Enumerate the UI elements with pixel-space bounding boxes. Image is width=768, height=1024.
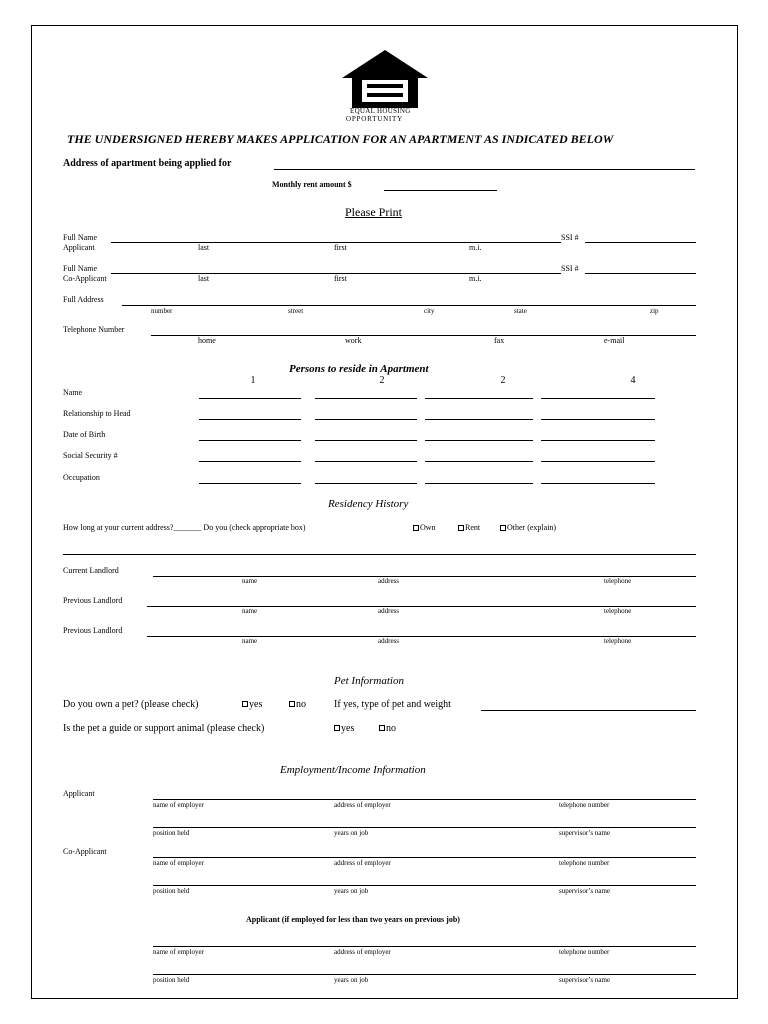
previous-landlord-label: Previous Landlord: [63, 626, 123, 635]
person-field[interactable]: [541, 461, 655, 462]
employment-sub-label: address of employer: [334, 948, 391, 956]
person-field[interactable]: [541, 419, 655, 420]
person-field[interactable]: [425, 398, 533, 399]
home-label: home: [198, 336, 216, 345]
employment-sub-label: supervisor’s name: [559, 976, 610, 984]
person-field[interactable]: [315, 440, 417, 441]
ssi-label: SSI #: [561, 264, 579, 273]
equal-housing-logo: [340, 48, 430, 126]
address-field[interactable]: [274, 169, 695, 170]
person-field[interactable]: [425, 461, 533, 462]
co-applicant-ssi-field[interactable]: [585, 273, 696, 274]
column-header: 2: [379, 375, 385, 386]
city-label: city: [424, 307, 435, 315]
row-label: Social Security #: [63, 451, 118, 460]
person-field[interactable]: [315, 419, 417, 420]
address-sub-label: address: [378, 607, 399, 615]
emp-applicant-label: Applicant: [63, 789, 95, 798]
person-field[interactable]: [425, 440, 533, 441]
full-address-field[interactable]: [122, 305, 696, 306]
employment-field[interactable]: [153, 827, 696, 828]
persons-heading: Persons to reside in Apartment: [289, 363, 429, 375]
telephone-label: telephone: [604, 607, 632, 615]
other-checkbox[interactable]: [500, 525, 506, 531]
person-field[interactable]: [541, 398, 655, 399]
telephone-label: telephone: [604, 577, 632, 585]
row-label: Name: [63, 388, 83, 397]
employment-sub-label: position held: [153, 976, 190, 984]
co-applicant-label: Co-Applicant: [63, 274, 107, 283]
yes-label: yes: [341, 723, 355, 734]
employment-field[interactable]: [153, 799, 696, 800]
person-field[interactable]: [315, 398, 417, 399]
form-heading: THE UNDERSIGNED HEREBY MAKES APPLICATION FOR AN APARTMENT AS INDICATED BELOW: [67, 132, 614, 146]
rent-label: Rent: [465, 523, 481, 532]
last-label: last: [198, 243, 210, 252]
residency-heading: Residency History: [328, 498, 409, 510]
own-checkbox[interactable]: [413, 525, 419, 531]
employment-heading: Employment/Income Information: [280, 764, 426, 776]
employment-field[interactable]: [153, 857, 696, 858]
emp-co-applicant-label: Co-Applicant: [63, 847, 107, 856]
first-label: first: [334, 274, 347, 283]
guide-yes-checkbox[interactable]: [334, 725, 340, 731]
full-name-label: Full Name: [63, 264, 97, 273]
own-label: Own: [420, 523, 436, 532]
person-field[interactable]: [541, 440, 655, 441]
person-field[interactable]: [199, 461, 301, 462]
please-print-heading: Please Print: [345, 205, 402, 219]
person-field[interactable]: [425, 483, 533, 484]
previous-job-heading: Applicant (if employed for less than two years on previous job): [246, 915, 460, 924]
row-label: Date of Birth: [63, 430, 106, 439]
residency-question: How long at your current address?_______ Do you (check appropriate box): [63, 523, 306, 532]
telephone-number-label: Telephone Number: [63, 325, 125, 334]
logo-text-line1: EQUAL HOUSING: [350, 107, 411, 115]
full-address-label: Full Address: [63, 295, 104, 304]
mi-label: m.i.: [469, 274, 482, 283]
column-header: 1: [250, 375, 256, 386]
work-label: work: [345, 336, 362, 345]
no-label: no: [296, 699, 306, 710]
person-field[interactable]: [315, 483, 417, 484]
employment-sub-label: position held: [153, 829, 190, 837]
employment-sub-label: supervisor’s name: [559, 829, 610, 837]
pet-question-1: Do you own a pet? (please check): [63, 699, 199, 710]
person-field[interactable]: [315, 461, 417, 462]
pet-type-label: If yes, type of pet and weight: [334, 699, 451, 710]
name-label: name: [242, 577, 258, 585]
application-form: [31, 25, 738, 999]
employment-sub-label: address of employer: [334, 859, 391, 867]
previous-landlord-label: Previous Landlord: [63, 596, 123, 605]
applicant-label: Applicant: [63, 243, 95, 252]
zip-label: zip: [650, 307, 659, 315]
employment-sub-label: telephone number: [559, 859, 610, 867]
name-label: name: [242, 607, 258, 615]
address-sub-label: address: [378, 577, 399, 585]
pet-type-field[interactable]: [481, 710, 696, 711]
logo-text-line2: OPPORTUNITY: [346, 115, 403, 123]
person-field[interactable]: [199, 398, 301, 399]
applicant-ssi-field[interactable]: [585, 242, 696, 243]
employment-field[interactable]: [153, 974, 696, 975]
employment-sub-label: years on job: [334, 976, 369, 984]
row-label: Occupation: [63, 473, 100, 482]
employment-sub-label: name of employer: [153, 859, 204, 867]
employment-sub-label: years on job: [334, 887, 369, 895]
column-header: 4: [630, 375, 636, 386]
employment-sub-label: position held: [153, 887, 190, 895]
yes-label: yes: [249, 699, 263, 710]
pet-yes-checkbox[interactable]: [242, 701, 248, 707]
ssi-label: SSI #: [561, 233, 579, 242]
person-field[interactable]: [199, 483, 301, 484]
house-icon: [340, 48, 430, 110]
other-label: Other (explain): [507, 523, 557, 532]
row-label: Relationship to Head: [63, 409, 131, 418]
employment-field[interactable]: [153, 885, 696, 886]
employment-sub-label: supervisor’s name: [559, 887, 610, 895]
address-sub-label: address: [378, 637, 399, 645]
employment-sub-label: telephone number: [559, 948, 610, 956]
address-label: Address of apartment being applied for: [63, 158, 232, 169]
state-label: state: [514, 307, 527, 315]
guide-no-checkbox[interactable]: [379, 725, 385, 731]
person-field[interactable]: [425, 419, 533, 420]
employment-sub-label: telephone number: [559, 801, 610, 809]
pet-no-checkbox[interactable]: [289, 701, 295, 707]
column-header: 2: [500, 375, 506, 386]
person-field[interactable]: [541, 483, 655, 484]
first-label: first: [334, 243, 347, 252]
no-label: no: [386, 723, 396, 734]
person-field[interactable]: [199, 440, 301, 441]
mi-label: m.i.: [469, 243, 482, 252]
number-label: number: [151, 307, 173, 315]
explain-field[interactable]: [63, 554, 696, 555]
pet-heading: Pet Information: [334, 675, 404, 687]
employment-sub-label: years on job: [334, 829, 369, 837]
fax-label: fax: [494, 336, 505, 345]
rent-checkbox[interactable]: [458, 525, 464, 531]
rent-label: Monthly rent amount $: [272, 180, 352, 189]
current-landlord-label: Current Landlord: [63, 566, 119, 575]
full-name-label: Full Name: [63, 233, 97, 242]
telephone-label: telephone: [604, 637, 632, 645]
employment-sub-label: address of employer: [334, 801, 391, 809]
last-label: last: [198, 274, 210, 283]
street-label: street: [288, 307, 304, 315]
name-label: name: [242, 637, 258, 645]
email-label: e-mail: [604, 336, 625, 345]
employment-sub-label: name of employer: [153, 948, 204, 956]
person-field[interactable]: [199, 419, 301, 420]
employment-sub-label: name of employer: [153, 801, 204, 809]
employment-field[interactable]: [153, 946, 696, 947]
rent-field[interactable]: [384, 190, 497, 191]
pet-question-2: Is the pet a guide or support animal (please check): [63, 723, 265, 734]
